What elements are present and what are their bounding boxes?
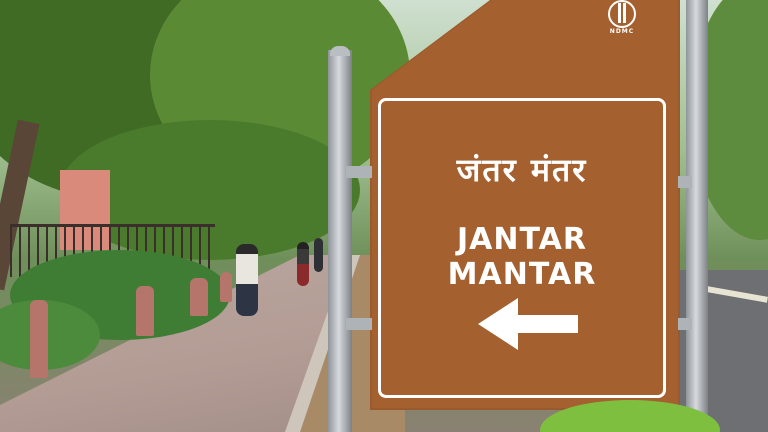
bollard [30, 300, 48, 378]
pedestrian [297, 242, 309, 286]
bollard [220, 272, 232, 302]
pedestrian [314, 238, 323, 272]
sign-title-english: JANTAR MANTAR [447, 222, 597, 292]
sign-title-hindi: जंतर मंतर [456, 151, 588, 189]
sign-bracket [678, 318, 692, 330]
sign-bracket [678, 176, 692, 188]
bollard [136, 286, 154, 336]
sign-pole-left [328, 50, 352, 432]
sign-pole-right [686, 0, 708, 432]
pole-cap [330, 46, 350, 56]
sign-bracket [346, 318, 372, 330]
bollard [190, 278, 208, 316]
left-arrow-icon [478, 298, 578, 350]
sign-bracket [346, 166, 372, 178]
pedestrian [236, 244, 258, 316]
logo-text: NDMC [609, 28, 635, 35]
